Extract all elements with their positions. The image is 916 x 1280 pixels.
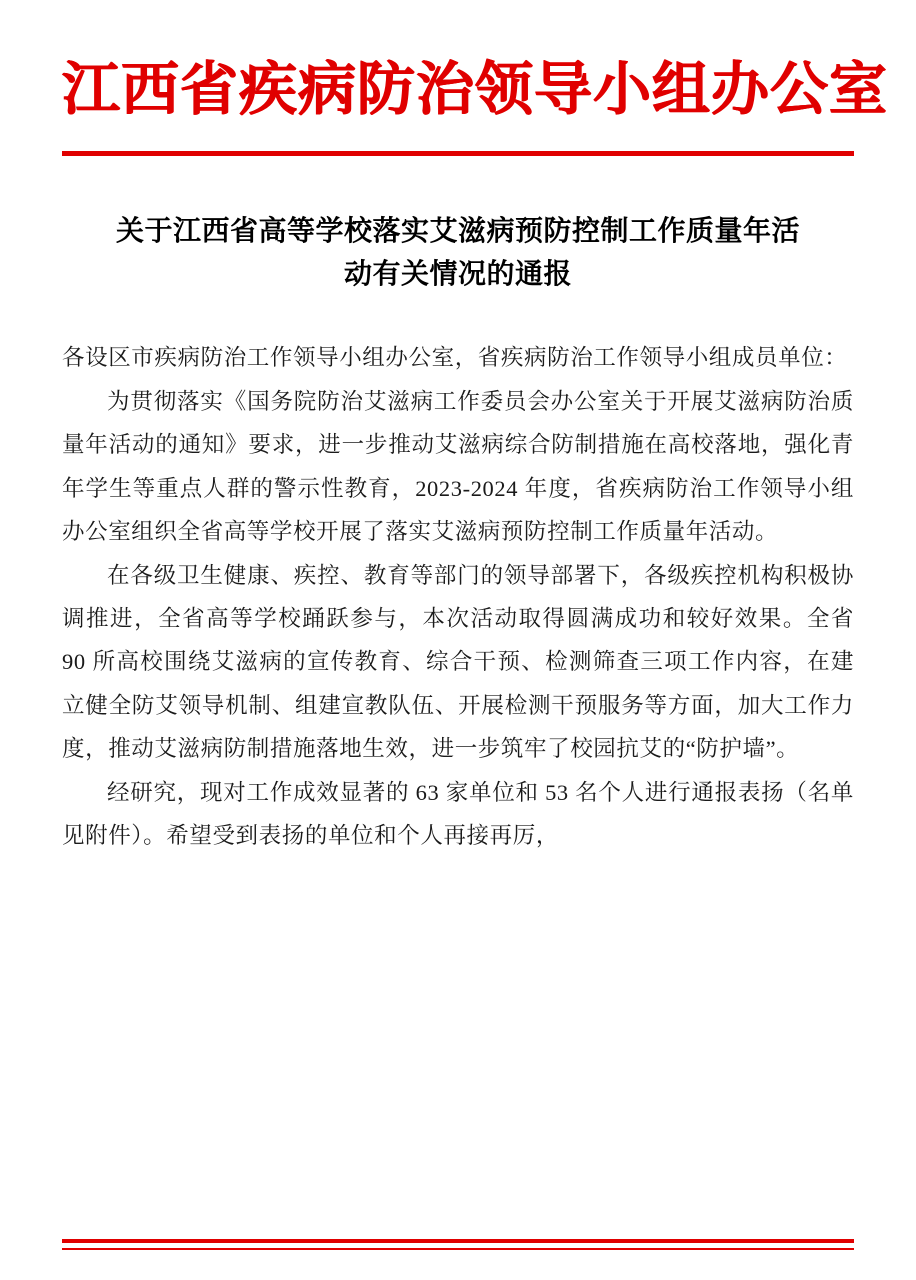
footer-divider: [62, 1239, 854, 1250]
body-paragraph-2: 在各级卫生健康、疾控、教育等部门的领导部署下，各级疾控机构积极协调推进，全省高等学校踊跃参与，本次活动取得圆满成功和较好效果。全省 90 所高校围绕艾滋病的宣传教育、综合干预、检测筛查三项工作内容，在建立健全防艾领导机制、组建宣教队伍、开展检测干预服务等方面，加大工作力度，推动艾滋病防制措施落地生效，进一步筑牢了校园抗艾的“防护墙”。: [62, 562, 854, 762]
body-paragraph-3: 经研究，现对工作成效显著的 63 家单位和 53 名个人进行通报表扬（名单见附件）。希望受到表扬的单位和个人再接再厉，: [62, 779, 854, 849]
issuing-authority-title: 江西省疾病防治领导小组办公室: [62, 55, 889, 123]
document-body: [62, 336, 854, 857]
recipient-line: 各设区市疾病防治工作领导小组办公室，省疾病防治工作领导小组成员单位：: [62, 345, 848, 371]
page-title: 关于江西省高等学校落实艾滋病预防控制工作质量年活动有关情况的通报: [115, 215, 800, 291]
footer-rule-thin: [62, 1248, 854, 1250]
masthead-divider: [62, 151, 854, 156]
body-paragraph-1: 为贯彻落实《国务院防治艾滋病工作委员会办公室关于开展艾滋病防治质量年活动的通知》要求，进一步推动艾滋病综合防制措施在高校落地，强化青年学生等重点人群的警示性教育，2023-2024 年度，省疾病防治工作领导小组办公室组织全省高等学校开展了落实艾滋病预防控制工作质量年活动。: [62, 388, 854, 545]
masthead: [62, 55, 889, 156]
